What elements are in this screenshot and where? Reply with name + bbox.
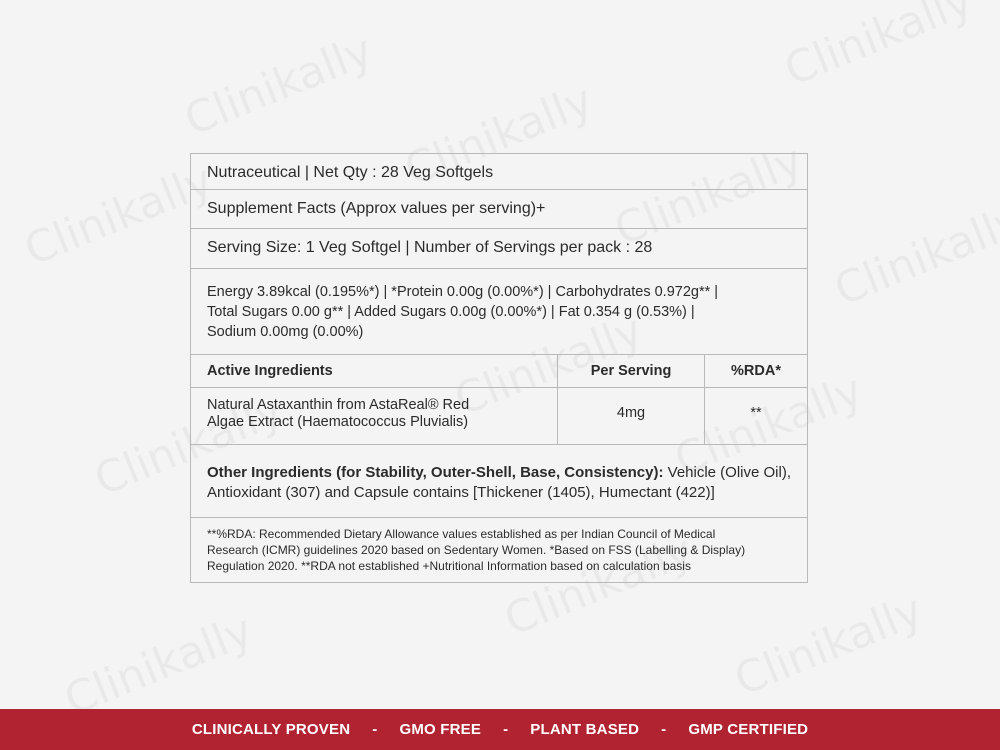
footnote [191, 518, 807, 582]
table-row [191, 388, 807, 445]
watermark [728, 585, 930, 706]
watermark [778, 0, 980, 96]
claim-clinically-proven: CLINICALLY PROVEN [191, 721, 351, 738]
claim-separator: - [661, 721, 667, 738]
ingredient-line: Natural Astaxanthin from AstaReal® Red [207, 397, 470, 413]
category-line: Nutraceutical | Net Qty : 28 Veg Softgels [191, 154, 807, 190]
ingredient-line: Algae Extract (Haematococcus Pluvialis) [207, 414, 469, 430]
claim-gmp-certified: GMP CERTIFIED [688, 721, 809, 738]
claim-plant-based: PLANT BASED [530, 721, 640, 738]
serving-line: Serving Size: 1 Veg Softgel | Number of Servings per pack : 28 [191, 229, 807, 269]
watermark [58, 605, 260, 726]
other-ingredients [191, 445, 807, 518]
nutrition-info [191, 269, 807, 355]
watermark [178, 25, 380, 146]
nutrition-line: Total Sugars 0.00 g** | Added Sugars 0.00g (0.00%*) | Fat 0.354 g (0.53%) | [207, 304, 695, 320]
footnote-line: Regulation 2020. **RDA not established +Nutritional Information based on calculation basis [207, 559, 691, 573]
per-serving-value: 4mg [558, 388, 705, 444]
ingredient-name [191, 388, 558, 444]
watermark [828, 195, 1000, 316]
header-rda: %RDA* [731, 363, 781, 379]
claim-separator: - [503, 721, 509, 738]
nutrition-line: Energy 3.89kcal (0.195%*) | *Protein 0.00g (0.00%*) | Carbohydrates 0.972g** | [207, 284, 719, 300]
footnote-line: **%RDA: Recommended Dietary Allowance values established as per Indian Council of Medical [207, 527, 716, 541]
other-ingredients-text: Vehicle (Olive Oil), Antioxidant (307) and Capsule contains [Thickener (1405), Humectant (422)] [207, 464, 792, 501]
claim-gmo-free: GMO FREE [399, 721, 482, 738]
supplement-facts-panel [190, 153, 808, 583]
claims-banner [0, 709, 1000, 750]
header-active-ingredients: Active Ingredients [191, 355, 558, 387]
nutrition-line: Sodium 0.00mg (0.00%) [207, 324, 364, 340]
other-ingredients-label: Other Ingredients (for Stability, Outer-Shell, Base, Consistency): [207, 464, 664, 481]
supplement-heading: Supplement Facts (Approx values per serving)+ [191, 190, 807, 229]
claim-separator: - [372, 721, 378, 738]
header-per-serving: Per Serving [558, 355, 705, 387]
footnote-line: Research (ICMR) guidelines 2020 based on Sedentary Women. *Based on FSS (Labelling & Display) [207, 543, 746, 557]
ingredients-table-header [191, 355, 807, 388]
rda-value: ** [750, 405, 762, 421]
